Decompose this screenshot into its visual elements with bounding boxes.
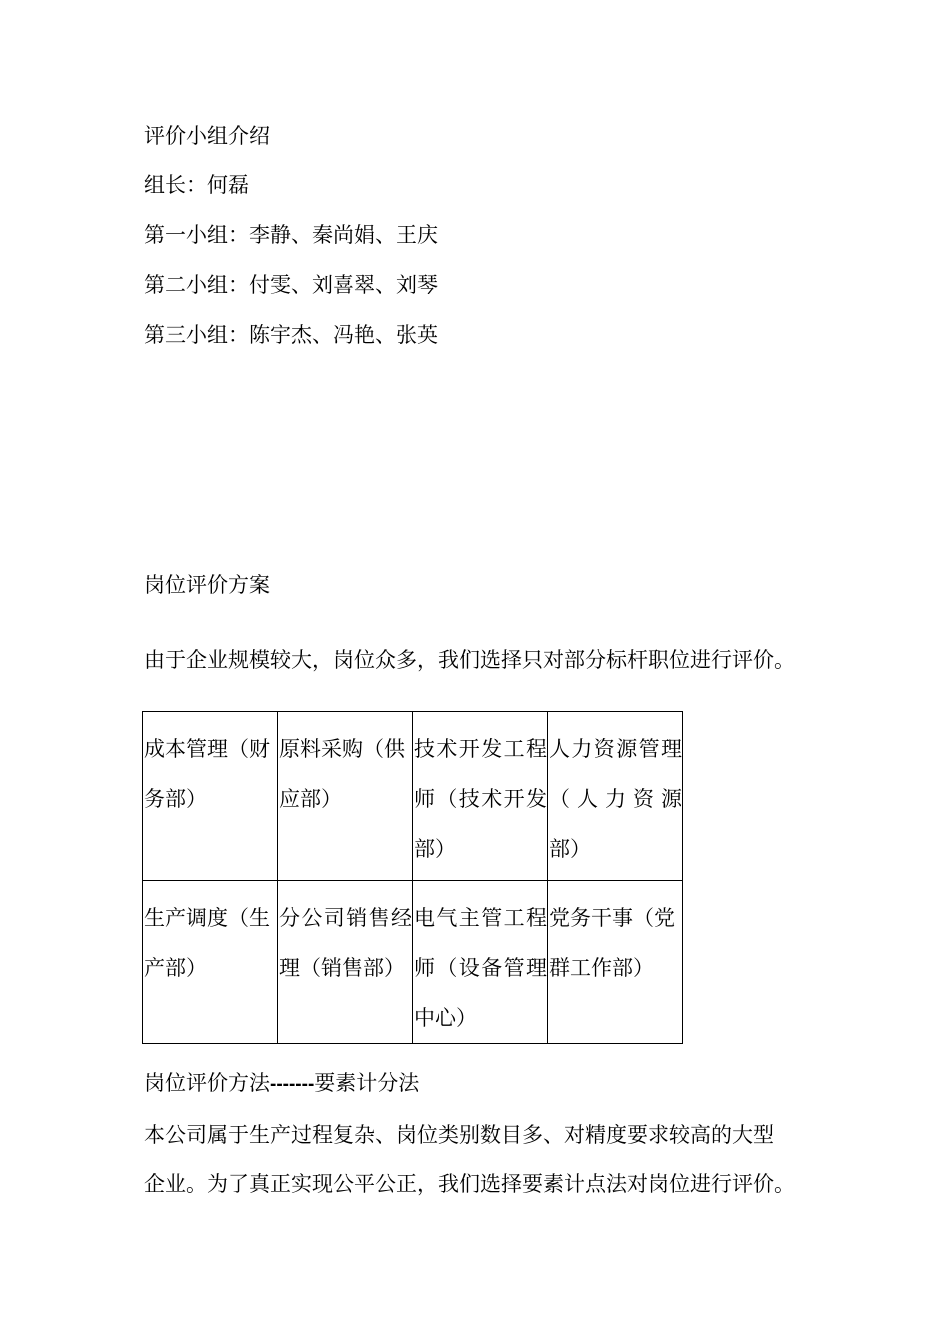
group-three-members: 第三小组：陈宇杰、冯艳、张英 bbox=[144, 323, 438, 347]
table-cell: 原料采购（供应部） bbox=[278, 712, 413, 881]
positions-table bbox=[142, 711, 683, 1044]
method-paragraph-line-1: 本公司属于生产过程复杂、岗位类别数目多、对精度要求较高的大型 bbox=[144, 1123, 774, 1147]
method-title-dashes: ------- bbox=[270, 1074, 315, 1095]
team-section-title: 评价小组介绍 bbox=[144, 124, 270, 148]
table-row bbox=[143, 881, 683, 1044]
table-row bbox=[143, 712, 683, 881]
table-cell: 人力资源管理（人力资源部） bbox=[548, 712, 683, 881]
group-two-members: 第二小组：付雯、刘喜翠、刘琴 bbox=[144, 273, 438, 297]
method-title-prefix: 岗位评价方法 bbox=[144, 1071, 270, 1095]
plan-intro-text: 由于企业规模较大，岗位众多，我们选择只对部分标杆职位进行评价。 bbox=[144, 648, 795, 672]
method-section-title bbox=[144, 1069, 419, 1099]
plan-section-title: 岗位评价方案 bbox=[144, 573, 270, 597]
table-cell: 分公司销售经理（销售部） bbox=[278, 881, 413, 1044]
group-one-members: 第一小组：李静、秦尚娟、王庆 bbox=[144, 223, 438, 247]
table-cell: 生产调度（生产部） bbox=[143, 881, 278, 1044]
method-paragraph-line-2: 企业。为了真正实现公平公正，我们选择要素计点法对岗位进行评价。 bbox=[144, 1172, 795, 1196]
method-title-suffix: 要素计分法 bbox=[314, 1071, 420, 1095]
team-leader: 组长：何磊 bbox=[144, 173, 249, 197]
table-cell: 技术开发工程师（技术开发部） bbox=[413, 712, 548, 881]
table-cell: 电气主管工程师（设备管理中心） bbox=[413, 881, 548, 1044]
table-cell: 党务干事（党群工作部） bbox=[548, 881, 683, 1044]
table-cell: 成本管理（财务部） bbox=[143, 712, 278, 881]
